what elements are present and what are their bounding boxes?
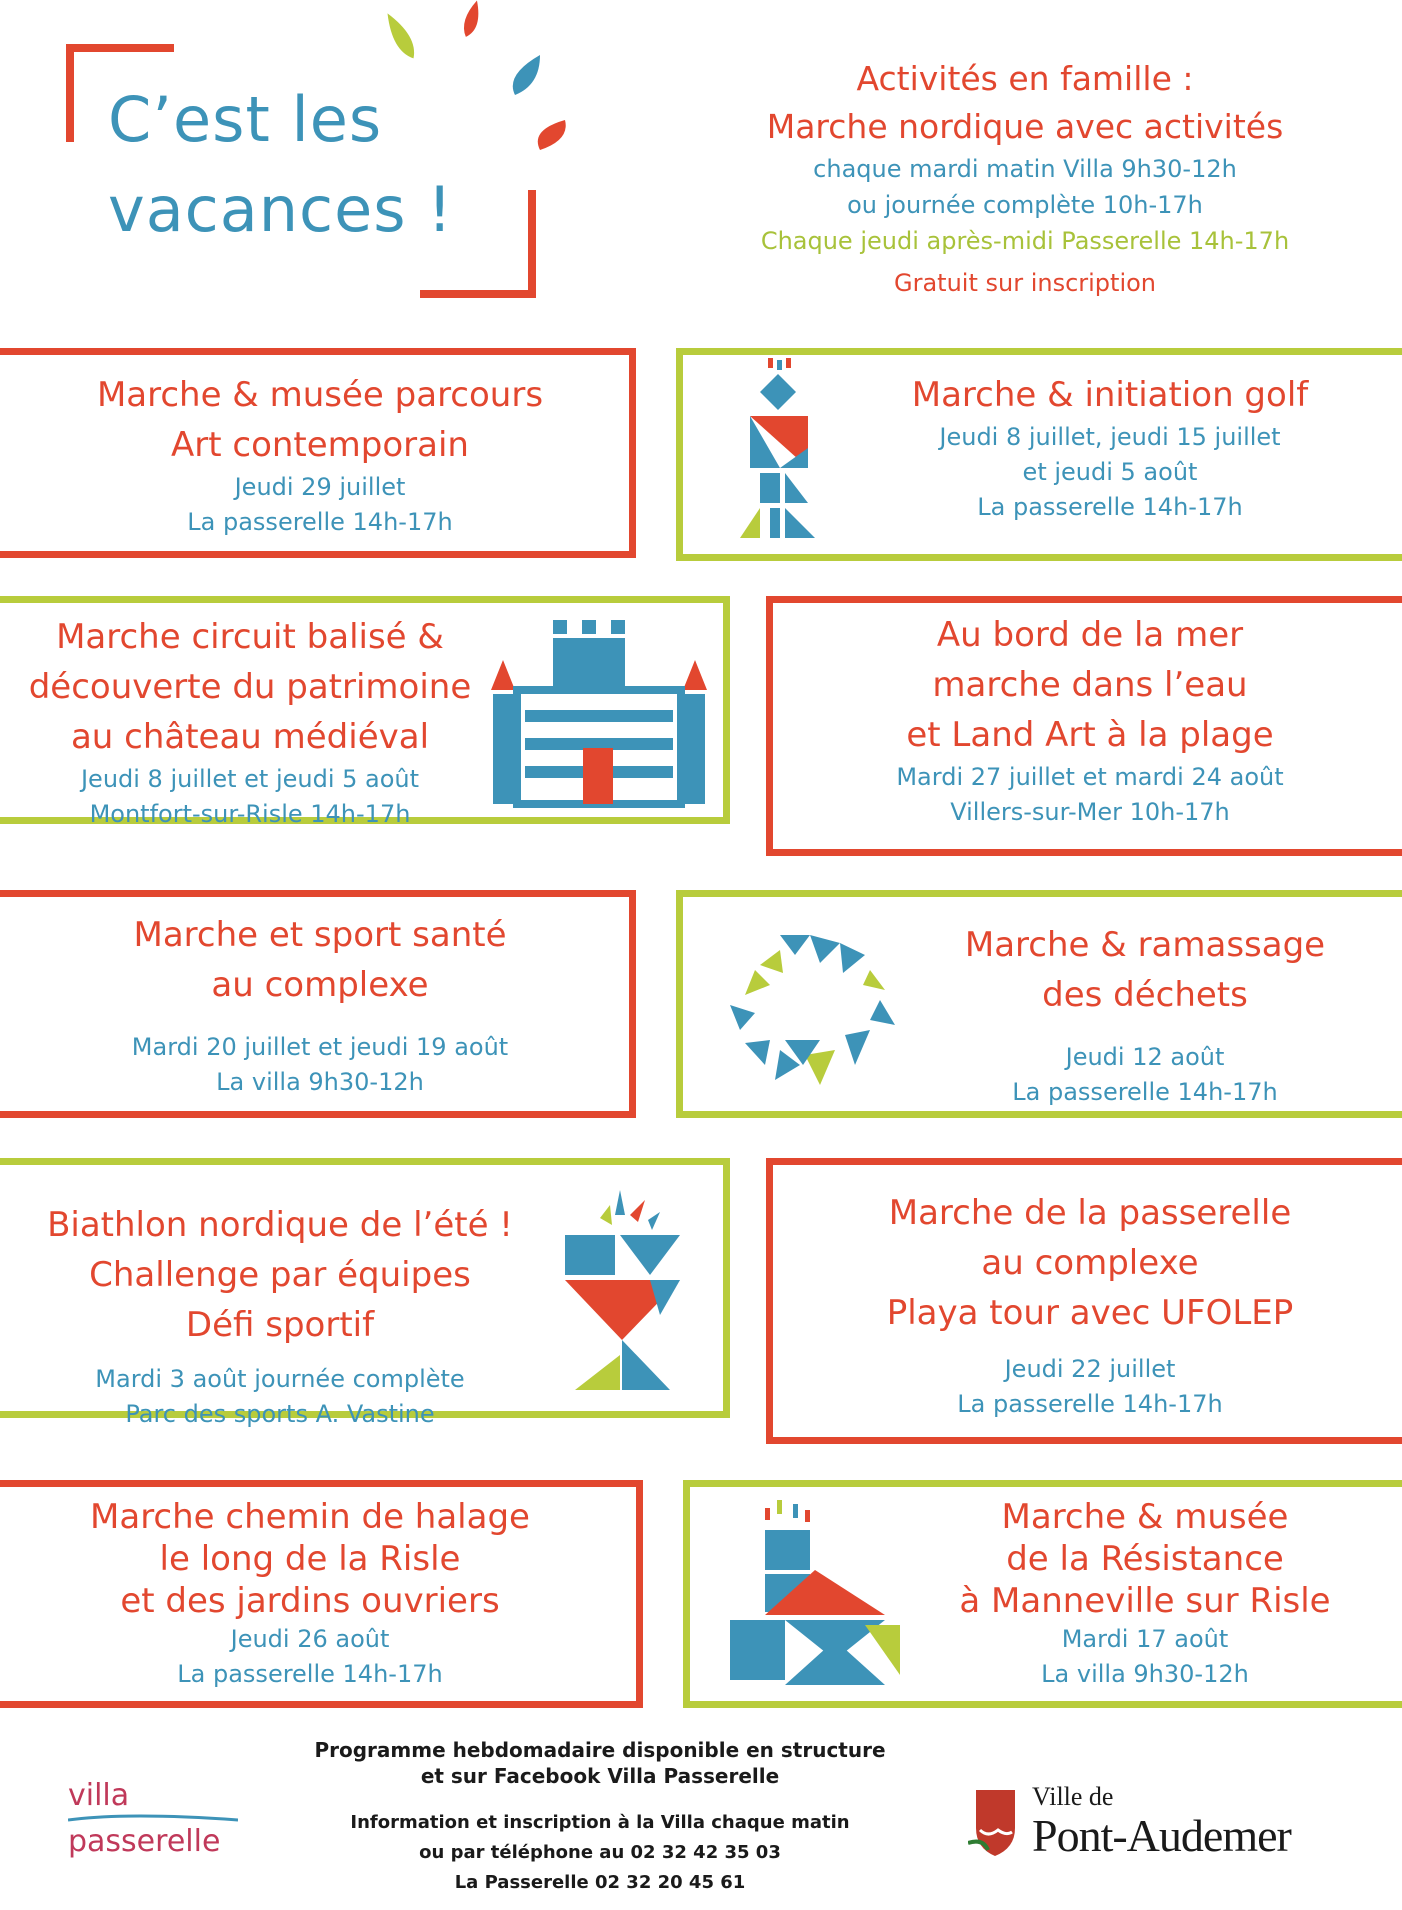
family-title2: Marche nordique avec activités — [766, 107, 1284, 146]
activity-info: Mardi 20 juillet et jeudi 19 août — [131, 1033, 509, 1061]
activity-title: de la Résistance — [1006, 1539, 1284, 1579]
family-sub4: Gratuit sur inscription — [893, 269, 1157, 297]
activity-info: Mardi 17 août — [1061, 1625, 1229, 1653]
activity-title: découverte du patrimoine — [28, 667, 472, 707]
family-title1: Activités en famille : — [856, 59, 1194, 98]
villa-passerelle-logo — [68, 1780, 268, 1858]
activity-info: Jeudi 8 juillet, jeudi 15 juillet — [939, 423, 1281, 451]
footer-contact — [270, 1808, 930, 1898]
activity-title: au château médiéval — [70, 717, 430, 757]
activity-waste — [910, 920, 1380, 1110]
footer-line4: ou par téléphone au 02 32 42 35 03 — [419, 1842, 781, 1863]
activity-info: Jeudi 22 juillet — [1004, 1355, 1176, 1383]
activity-title: Défi sportif — [185, 1305, 375, 1345]
activity-title: au complexe — [211, 965, 429, 1005]
activity-title: Marche circuit balisé & — [56, 617, 444, 657]
activity-title: au complexe — [981, 1243, 1199, 1283]
activity-title: Marche & ramassage — [964, 925, 1326, 965]
activity-title: et des jardins ouvriers — [120, 1581, 500, 1621]
city-logo-line1: Ville de — [1032, 1782, 1114, 1811]
activity-title: Playa tour avec UFOLEP — [886, 1293, 1294, 1333]
castle-tangram-icon — [485, 620, 715, 810]
activity-info: Parc des sports A. Vastine — [125, 1400, 435, 1428]
page-title-line1: C’est les — [108, 83, 383, 156]
activity-info: Jeudi 8 juillet et jeudi 5 août — [80, 765, 420, 793]
activity-resistance — [910, 1496, 1380, 1692]
activity-info: Jeudi 29 juillet — [234, 473, 406, 501]
golfer-tangram-icon — [730, 358, 830, 543]
activity-info: La passerelle 14h-17h — [977, 493, 1243, 521]
activity-info: La passerelle 14h-17h — [187, 508, 453, 536]
trophy-tangram-icon — [560, 1190, 690, 1400]
activity-art — [30, 370, 610, 540]
activity-info: Montfort-sur-Risle 14h-17h — [89, 800, 411, 828]
activity-halage — [20, 1496, 600, 1692]
family-sub2: ou journée complète 10h-17h — [847, 191, 1203, 219]
activity-info: La passerelle 14h-17h — [1012, 1078, 1278, 1106]
activity-title: Au bord de la mer — [936, 615, 1244, 655]
activity-playa — [820, 1188, 1360, 1422]
activity-title: Marche et sport santé — [133, 915, 507, 955]
activity-info: Villers-sur-Mer 10h-17h — [950, 798, 1230, 826]
family-sub3: Chaque jeudi après-midi Passerelle 14h-17h — [760, 227, 1290, 255]
activity-title: à Manneville sur Risle — [959, 1581, 1331, 1621]
city-logo-line2: Pont-Audemer — [1032, 1810, 1291, 1861]
activity-info: La villa 9h30-12h — [1041, 1660, 1249, 1688]
activity-title: Marche & musée parcours — [96, 375, 544, 415]
activity-title: Marche chemin de halage — [90, 1497, 530, 1537]
recycle-tangram-icon — [725, 925, 905, 1090]
villa-logo-line1: villa — [68, 1778, 130, 1813]
activity-title: des déchets — [1042, 975, 1248, 1015]
activity-sea — [820, 610, 1360, 830]
activity-info: Jeudi 12 août — [1065, 1043, 1225, 1071]
page-title — [108, 75, 453, 255]
city-crest-icon — [968, 1788, 1023, 1858]
footer-line2: et sur Facebook Villa Passerelle — [420, 1764, 780, 1788]
activity-title: marche dans l’eau — [932, 665, 1248, 705]
city-logo — [1032, 1782, 1291, 1860]
activity-castle — [10, 612, 490, 832]
villa-logo-line2: passerelle — [68, 1824, 221, 1859]
activity-title: Marche & initiation golf — [911, 375, 1309, 415]
activity-info: Mardi 27 juillet et mardi 24 août — [896, 763, 1284, 791]
house-tangram-icon — [725, 1500, 905, 1695]
activity-title: Challenge par équipes — [89, 1255, 471, 1295]
activity-title: Marche de la passerelle — [888, 1193, 1292, 1233]
activity-info: Jeudi 26 août — [230, 1625, 390, 1653]
activity-info: et jeudi 5 août — [1022, 458, 1198, 486]
footer-line3: Information et inscription à la Villa chaque matin — [350, 1812, 850, 1833]
activity-golf — [840, 370, 1380, 525]
activity-info: La villa 9h30-12h — [216, 1068, 424, 1096]
activity-sport — [30, 910, 610, 1100]
activity-info: La passerelle 14h-17h — [177, 1660, 443, 1688]
activity-info: Mardi 3 août journée complète — [95, 1365, 465, 1393]
footer-line5: La Passerelle 02 32 20 45 61 — [454, 1872, 746, 1893]
activity-title: Biathlon nordique de l’été ! — [47, 1205, 513, 1245]
page-title-line2: vacances ! — [108, 173, 454, 246]
family-activities — [680, 55, 1370, 301]
activity-title: et Land Art à la plage — [906, 715, 1274, 755]
activity-biathlon — [10, 1200, 550, 1432]
activity-title: Art contemporain — [171, 425, 469, 465]
footer-line1: Programme hebdomadaire disponible en structure — [314, 1738, 886, 1762]
activity-title: Marche & musée — [1001, 1497, 1289, 1537]
family-sub1: chaque mardi matin Villa 9h30-12h — [813, 155, 1237, 183]
activity-title: le long de la Risle — [159, 1539, 461, 1579]
footer-program — [270, 1737, 930, 1789]
activity-info: La passerelle 14h-17h — [957, 1390, 1223, 1418]
